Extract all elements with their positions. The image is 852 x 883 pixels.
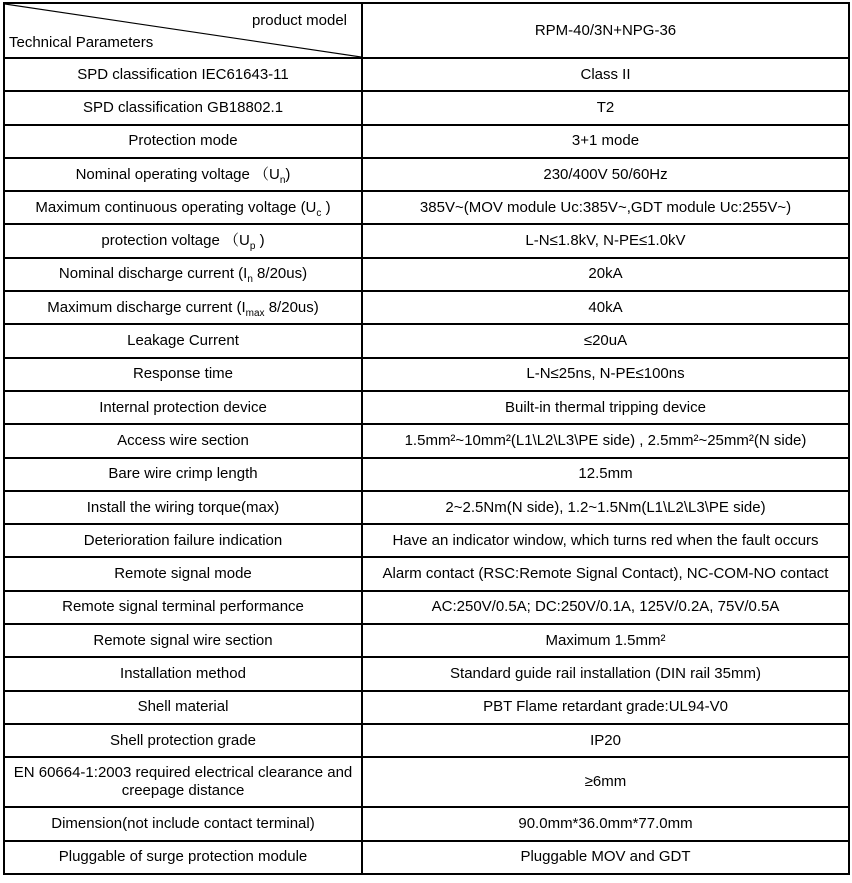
value-cell: ≤20uA xyxy=(362,324,849,357)
table-row xyxy=(4,807,849,840)
value-cell: Pluggable MOV and GDT xyxy=(362,841,849,874)
param-cell: Install the wiring torque(max) xyxy=(4,491,362,524)
param-text: Maximum continuous operating voltage (U xyxy=(35,198,317,216)
table-row xyxy=(4,191,849,224)
param-cell: Shell protection grade xyxy=(4,724,362,757)
value-cell: 2~2.5Nm(N side), 1.2~1.5Nm(L1\L2\L3\PE side) xyxy=(362,491,849,524)
table-row xyxy=(4,91,849,124)
table-row xyxy=(4,524,849,557)
value-cell: PBT Flame retardant grade:UL94-V0 xyxy=(362,691,849,724)
table-row xyxy=(4,258,849,291)
table-row xyxy=(4,391,849,424)
value-cell: AC:250V/0.5A; DC:250V/0.1A, 125V/0.2A, 75V/0.5A xyxy=(362,591,849,624)
param-subscript: c xyxy=(316,207,322,219)
table-row xyxy=(4,657,849,690)
value-cell: Alarm contact (RSC:Remote Signal Contact), NC-COM-NO contact xyxy=(362,557,849,590)
param-text: Maximum discharge current (I xyxy=(47,298,246,316)
param-cell xyxy=(4,158,362,191)
table-row xyxy=(4,691,849,724)
technical-parameters-table xyxy=(3,2,850,875)
param-text-end: 8/20us) xyxy=(264,298,319,316)
header-diagonal-cell xyxy=(4,3,362,58)
table-row xyxy=(4,358,849,391)
table-row xyxy=(4,491,849,524)
param-cell xyxy=(4,291,362,324)
table-row xyxy=(4,757,849,807)
table-header-row xyxy=(4,3,849,58)
param-cell: Protection mode xyxy=(4,125,362,158)
value-cell: 1.5mm²~10mm²(L1\L2\L3\PE side) , 2.5mm²~25mm²(N side) xyxy=(362,424,849,457)
value-cell: 230/400V 50/60Hz xyxy=(362,158,849,191)
value-cell: Standard guide rail installation (DIN rail 35mm) xyxy=(362,657,849,690)
param-cell: Pluggable of surge protection module xyxy=(4,841,362,874)
param-text: Nominal discharge current (I xyxy=(58,265,248,283)
product-model-label: product model xyxy=(251,12,347,29)
param-cell: Internal protection device xyxy=(4,391,362,424)
param-subscript: p xyxy=(249,241,256,253)
table-row xyxy=(4,224,849,257)
param-cell: Bare wire crimp length xyxy=(4,458,362,491)
value-cell: T2 xyxy=(362,91,849,124)
value-cell: 385V~(MOV module Uc:385V~,GDT module Uc:255V~) xyxy=(362,191,849,224)
table-row xyxy=(4,591,849,624)
param-text-end: ) xyxy=(321,198,331,216)
value-cell: IP20 xyxy=(362,724,849,757)
param-cell: SPD classification IEC61643-11 xyxy=(4,58,362,91)
param-cell xyxy=(4,191,362,224)
table-row xyxy=(4,424,849,457)
value-cell: ≥6mm xyxy=(362,757,849,807)
param-text-end: ) xyxy=(285,165,291,183)
param-cell xyxy=(4,224,362,257)
product-model-value: RPM-40/3N+NPG-36 xyxy=(362,3,849,58)
table-row xyxy=(4,458,849,491)
param-cell: Remote signal wire section xyxy=(4,624,362,657)
table-row xyxy=(4,58,849,91)
table-row xyxy=(4,841,849,874)
param-cell: Shell material xyxy=(4,691,362,724)
param-cell: Leakage Current xyxy=(4,324,362,357)
value-cell: Class II xyxy=(362,58,849,91)
table-row xyxy=(4,557,849,590)
param-cell: EN 60664-1:2003 required electrical clearance and creepage distance xyxy=(4,757,362,807)
value-cell: 40kA xyxy=(362,291,849,324)
param-cell xyxy=(4,258,362,291)
param-cell: Access wire section xyxy=(4,424,362,457)
param-subscript: n xyxy=(279,174,286,186)
technical-parameters-label: Technical Parameters xyxy=(9,34,154,51)
table-row xyxy=(4,125,849,158)
param-cell: Deterioration failure indication xyxy=(4,524,362,557)
param-subscript: n xyxy=(247,274,253,286)
param-text-end: ) xyxy=(255,232,265,250)
param-text: protection voltage （U xyxy=(101,232,250,250)
param-cell: Remote signal mode xyxy=(4,557,362,590)
value-cell: Have an indicator window, which turns red when the fault occurs xyxy=(362,524,849,557)
value-cell: 90.0mm*36.0mm*77.0mm xyxy=(362,807,849,840)
param-cell: Dimension(not include contact terminal) xyxy=(4,807,362,840)
param-cell: SPD classification GB18802.1 xyxy=(4,91,362,124)
value-cell: L-N≤25ns, N-PE≤100ns xyxy=(362,358,849,391)
table-row xyxy=(4,158,849,191)
value-cell: Maximum 1.5mm² xyxy=(362,624,849,657)
table-row xyxy=(4,291,849,324)
value-cell: 3+1 mode xyxy=(362,125,849,158)
value-cell: Built-in thermal tripping device xyxy=(362,391,849,424)
param-cell: Remote signal terminal performance xyxy=(4,591,362,624)
value-cell: 20kA xyxy=(362,258,849,291)
param-subscript: max xyxy=(245,307,265,319)
table-row xyxy=(4,324,849,357)
value-cell: L-N≤1.8kV, N-PE≤1.0kV xyxy=(362,224,849,257)
table-row xyxy=(4,624,849,657)
param-text-end: 8/20us) xyxy=(252,265,308,283)
param-cell: Response time xyxy=(4,358,362,391)
table-row xyxy=(4,724,849,757)
param-cell: Installation method xyxy=(4,657,362,690)
value-cell: 12.5mm xyxy=(362,458,849,491)
param-text: Nominal operating voltage （U xyxy=(75,165,280,183)
